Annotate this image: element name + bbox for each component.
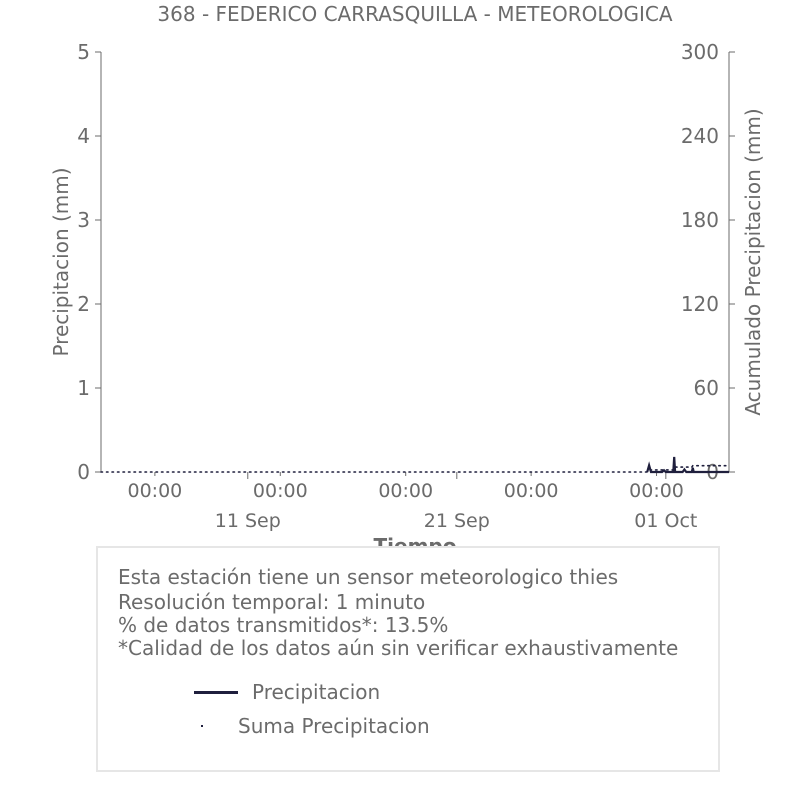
- chart-title: 368 - FEDERICO CARRASQUILLA - METEOROLOGICA: [157, 2, 673, 26]
- y-right-tick-label: 120: [680, 292, 719, 316]
- legend-line-swatch: [194, 691, 238, 694]
- x-minor-tick-label: 00:00: [503, 480, 559, 502]
- info-box: [96, 546, 720, 772]
- x-minor-tick-label: 00:00: [252, 480, 308, 502]
- info-resolution-text: Resolución temporal: 1 minuto: [118, 590, 426, 614]
- x-minor-tick-label: 00:00: [127, 480, 183, 502]
- y-left-tick-label: 5: [77, 40, 90, 64]
- y-right-tick-label: 60: [693, 376, 719, 400]
- y-left-tick-label: 4: [77, 124, 90, 148]
- legend-dot-swatch: [201, 725, 203, 727]
- y-left-tick-label: 3: [77, 208, 90, 232]
- y-right-tick-label: 0: [706, 460, 719, 484]
- y-right-ticks: [681, 40, 735, 484]
- y-left-ticks: [77, 40, 101, 484]
- y-axis-label-left: Precipitacion (mm): [49, 167, 73, 357]
- y-axis-label-right: Acumulado Precipitacion (mm): [741, 108, 765, 416]
- info-quality-text: *Calidad de los datos aún sin verificar exhaustivamente: [118, 636, 679, 660]
- info-transmitted-text: % de datos transmitidos*: 13.5%: [118, 613, 449, 637]
- y-left-tick-label: 0: [77, 460, 90, 484]
- series-layer: [101, 457, 729, 472]
- legend-label-precipitacion: Precipitacion: [252, 680, 381, 704]
- y-right-tick-label: 300: [680, 40, 719, 64]
- x-ticks: [127, 472, 697, 532]
- x-minor-tick-label: 00:00: [378, 480, 434, 502]
- y-left-tick-label: 2: [77, 292, 90, 316]
- y-right-tick-label: 180: [680, 208, 719, 232]
- x-major-tick-label: 21 Sep: [423, 510, 490, 532]
- info-sensor-text: Esta estación tiene un sensor meteorologico thies: [118, 565, 619, 589]
- x-major-tick-label: 01 Oct: [634, 510, 698, 532]
- series-suma-precipitacion: [101, 466, 729, 472]
- x-minor-tick-label: 00:00: [629, 480, 684, 502]
- y-right-tick-label: 240: [680, 124, 719, 148]
- legend-label-suma: Suma Precipitacion: [238, 714, 430, 738]
- y-left-tick-label: 1: [77, 376, 90, 400]
- x-major-tick-label: 11 Sep: [214, 510, 281, 532]
